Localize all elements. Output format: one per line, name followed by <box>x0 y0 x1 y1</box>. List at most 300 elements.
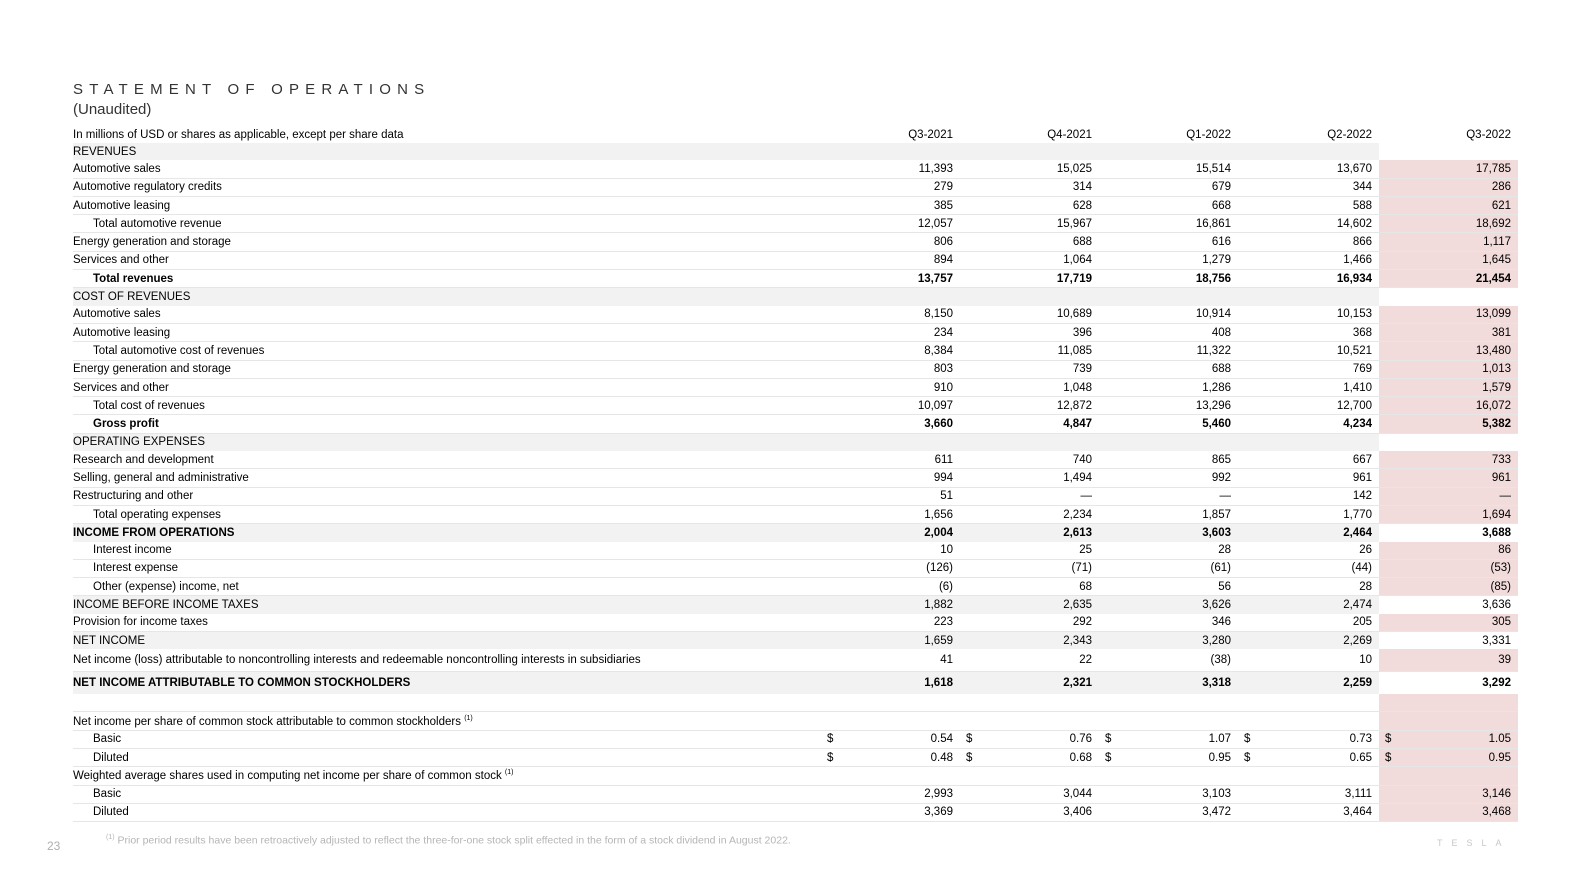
value-cell <box>1099 596 1238 614</box>
value-text: 28 <box>1359 580 1372 593</box>
value-text: 740 <box>1072 453 1092 466</box>
value-text: 11,085 <box>1057 344 1092 357</box>
row-label <box>73 196 821 214</box>
row-label <box>73 559 821 577</box>
value-cell <box>1238 596 1379 614</box>
value-text: 1,579 <box>1482 381 1511 394</box>
value-cell <box>821 288 960 306</box>
value-cell <box>1238 712 1379 730</box>
value-cell <box>1099 559 1238 577</box>
value-text: 14,602 <box>1336 217 1372 230</box>
value-text: 56 <box>1218 580 1231 593</box>
value-text: (71) <box>1071 562 1092 575</box>
value-text: 739 <box>1072 363 1092 376</box>
value-cell <box>821 360 960 378</box>
row-label-text: NET INCOME <box>73 634 145 647</box>
value-cell <box>1099 233 1238 251</box>
value-text: 3,280 <box>1202 634 1231 647</box>
row-label <box>73 524 821 542</box>
value-text: 314 <box>1072 181 1092 194</box>
value-text: 2,234 <box>1063 508 1092 521</box>
value-text: 3,472 <box>1202 806 1231 819</box>
value-cell <box>821 378 960 396</box>
table-row <box>73 505 1518 523</box>
table-row <box>73 288 1518 306</box>
value-text: 2,269 <box>1343 634 1372 647</box>
value-text: 8,384 <box>924 344 953 357</box>
value-text: 3,331 <box>1482 634 1511 647</box>
value-text: 3,468 <box>1482 806 1511 819</box>
value-cell <box>1379 160 1518 178</box>
value-text: 3,636 <box>1482 599 1511 612</box>
row-label-text: Other (expense) income, net <box>93 580 239 593</box>
value-cell <box>821 160 960 178</box>
value-cell <box>1379 215 1518 233</box>
row-label <box>73 270 821 288</box>
row-label-text: Automotive sales <box>73 308 161 321</box>
value-cell <box>1379 487 1518 505</box>
value-text: 22 <box>1079 654 1092 667</box>
value-text: 733 <box>1491 453 1511 466</box>
value-cell <box>1379 451 1518 469</box>
value-text: 8,150 <box>924 308 953 321</box>
value-text: 10,097 <box>917 399 953 412</box>
value-cell <box>1238 632 1379 650</box>
value-text: 3,044 <box>1063 788 1092 801</box>
value-text: 142 <box>1352 490 1372 503</box>
value-cell <box>821 596 960 614</box>
value-text: 17,785 <box>1475 162 1511 175</box>
row-label <box>73 614 821 632</box>
row-label <box>73 233 821 251</box>
value-cell <box>960 306 1099 324</box>
value-text: 668 <box>1211 199 1231 212</box>
value-cell <box>1099 505 1238 523</box>
table-header-row <box>73 126 1518 143</box>
row-label <box>73 694 821 712</box>
footnote-marker: (1) <box>106 834 115 841</box>
row-label-text: Total operating expenses <box>93 508 221 521</box>
currency-symbol: $ <box>1105 733 1112 746</box>
value-cell <box>821 306 960 324</box>
value-cell <box>960 542 1099 560</box>
value-cell <box>1238 360 1379 378</box>
row-label-text: Diluted <box>93 751 129 764</box>
value-text: 385 <box>933 199 953 212</box>
value-text: 86 <box>1498 544 1511 557</box>
value-text: 0.68 <box>1069 751 1092 764</box>
value-cell <box>1379 251 1518 269</box>
column-header: Q4-2021 <box>1047 128 1092 141</box>
value-cell <box>1238 251 1379 269</box>
value-cell <box>1238 672 1379 695</box>
value-cell <box>1238 196 1379 214</box>
value-cell <box>1379 323 1518 341</box>
table-row <box>73 251 1518 269</box>
value-text: 0.54 <box>930 733 953 746</box>
row-label <box>73 323 821 341</box>
value-cell <box>1099 578 1238 596</box>
row-label <box>73 360 821 378</box>
value-cell <box>1379 469 1518 487</box>
value-text: (61) <box>1210 562 1231 575</box>
value-text: 1,410 <box>1343 381 1372 394</box>
value-text: (38) <box>1210 654 1231 667</box>
value-text: 205 <box>1352 616 1372 629</box>
table-row <box>73 614 1518 632</box>
value-cell <box>960 270 1099 288</box>
value-text: 13,670 <box>1336 162 1372 175</box>
value-cell <box>1099 748 1238 766</box>
value-cell <box>1099 306 1238 324</box>
value-cell <box>821 505 960 523</box>
row-label <box>73 451 821 469</box>
footnote <box>106 834 791 847</box>
value-text: 15,025 <box>1056 162 1092 175</box>
value-cell <box>1238 397 1379 415</box>
value-text: 1.05 <box>1488 733 1511 746</box>
value-text: 910 <box>933 381 953 394</box>
value-cell <box>1238 233 1379 251</box>
value-cell <box>1099 469 1238 487</box>
header-label: In millions of USD or shares as applicable, except per share data <box>73 128 404 141</box>
value-cell <box>1099 614 1238 632</box>
value-text: 344 <box>1352 181 1372 194</box>
value-cell <box>1099 487 1238 505</box>
value-cell <box>1238 767 1379 785</box>
value-cell <box>1238 215 1379 233</box>
value-cell <box>821 178 960 196</box>
value-cell <box>821 672 960 695</box>
value-cell <box>1238 288 1379 306</box>
table-row <box>73 397 1518 415</box>
value-cell <box>960 767 1099 785</box>
table-row <box>73 378 1518 396</box>
value-cell <box>960 559 1099 577</box>
row-label-text: Total cost of revenues <box>93 399 205 412</box>
value-cell <box>821 397 960 415</box>
value-cell <box>1099 694 1238 712</box>
column-header: Q3-2021 <box>908 128 953 141</box>
row-label-text: OPERATING EXPENSES <box>73 436 206 449</box>
value-cell <box>1099 160 1238 178</box>
value-cell <box>1099 542 1238 560</box>
row-label-text: INCOME FROM OPERATIONS <box>73 526 235 539</box>
value-cell <box>1379 748 1518 766</box>
value-text: 803 <box>933 363 953 376</box>
value-cell <box>1099 360 1238 378</box>
value-cell <box>821 233 960 251</box>
row-label <box>73 505 821 523</box>
value-cell <box>1099 649 1238 672</box>
value-text: 3,464 <box>1343 806 1372 819</box>
value-cell <box>1099 288 1238 306</box>
value-cell <box>1238 803 1379 821</box>
row-label <box>73 378 821 396</box>
table-row <box>73 542 1518 560</box>
value-text: 10 <box>940 544 953 557</box>
row-label-text: Total revenues <box>93 272 174 285</box>
value-text: 3,603 <box>1202 526 1231 539</box>
value-text: 2,635 <box>1063 599 1092 612</box>
row-label-text: Net income per share of common stock attributable to common stockholders <box>73 715 461 728</box>
footnote-ref: (1) <box>504 769 514 777</box>
value-cell <box>821 803 960 821</box>
value-cell <box>821 451 960 469</box>
row-label-text: Automotive leasing <box>73 326 171 339</box>
table-row <box>73 596 1518 614</box>
value-text: 1,656 <box>924 508 953 521</box>
row-label <box>73 415 821 433</box>
value-text: 16,861 <box>1195 217 1231 230</box>
value-text: (126) <box>926 562 953 575</box>
value-cell <box>1099 251 1238 269</box>
row-label <box>73 748 821 766</box>
value-text: 616 <box>1211 236 1231 249</box>
value-cell <box>1099 632 1238 650</box>
value-cell <box>1099 730 1238 748</box>
value-text: 865 <box>1211 453 1231 466</box>
row-label-text: Basic <box>93 733 122 746</box>
value-cell <box>960 178 1099 196</box>
value-cell <box>1379 233 1518 251</box>
value-text: 588 <box>1352 199 1372 212</box>
value-cell <box>1238 451 1379 469</box>
currency-symbol: $ <box>1244 733 1251 746</box>
row-label-text: Restructuring and other <box>73 490 194 503</box>
row-label <box>73 487 821 505</box>
value-cell <box>960 160 1099 178</box>
value-text: 4,847 <box>1063 418 1092 431</box>
value-cell <box>960 397 1099 415</box>
value-text: 1,466 <box>1343 254 1372 267</box>
value-text: (44) <box>1351 562 1372 575</box>
value-cell <box>960 785 1099 803</box>
row-label <box>73 672 821 695</box>
table-row <box>73 730 1518 748</box>
row-label <box>73 469 821 487</box>
value-text: 223 <box>933 616 953 629</box>
value-cell <box>960 215 1099 233</box>
value-cell <box>1099 415 1238 433</box>
value-cell <box>1238 524 1379 542</box>
value-text: 28 <box>1218 544 1231 557</box>
value-cell <box>1099 785 1238 803</box>
value-text: 11,393 <box>918 162 953 175</box>
page-title: STATEMENT OF OPERATIONS <box>73 81 431 98</box>
value-text: 1,013 <box>1482 363 1511 376</box>
value-cell <box>1099 270 1238 288</box>
value-cell <box>1379 672 1518 695</box>
row-label-text: COST OF REVENUES <box>73 291 191 304</box>
value-text: 13,296 <box>1195 399 1231 412</box>
row-label <box>73 306 821 324</box>
value-text: 611 <box>934 453 953 466</box>
value-text: 15,967 <box>1056 217 1092 230</box>
statement-table <box>73 126 1518 822</box>
value-cell <box>1238 306 1379 324</box>
row-label-text: INCOME BEFORE INCOME TAXES <box>73 599 259 612</box>
value-text: 3,660 <box>924 418 953 431</box>
value-cell <box>960 143 1099 160</box>
value-text: 0.65 <box>1349 751 1372 764</box>
value-cell <box>1238 178 1379 196</box>
value-cell <box>1238 649 1379 672</box>
value-text: 12,700 <box>1336 399 1372 412</box>
row-label-text: NET INCOME ATTRIBUTABLE TO COMMON STOCKHOLDERS <box>73 677 411 690</box>
value-text: 2,464 <box>1343 526 1372 539</box>
value-text: 994 <box>933 471 953 484</box>
row-label-text: REVENUES <box>73 145 137 158</box>
value-cell <box>1379 542 1518 560</box>
value-cell <box>1099 215 1238 233</box>
table-row <box>73 360 1518 378</box>
value-cell <box>960 251 1099 269</box>
value-text: 10 <box>1359 654 1372 667</box>
value-text: 3,626 <box>1202 599 1231 612</box>
value-cell <box>821 694 960 712</box>
value-cell <box>1379 306 1518 324</box>
value-text: 10,153 <box>1336 308 1372 321</box>
value-cell <box>1379 415 1518 433</box>
value-cell <box>1099 433 1238 451</box>
value-cell <box>960 233 1099 251</box>
value-text: 18,756 <box>1195 272 1231 285</box>
table-row <box>73 469 1518 487</box>
value-text: 894 <box>933 254 953 267</box>
value-cell <box>1099 342 1238 360</box>
row-label-text: Automotive sales <box>73 162 161 175</box>
table-row <box>73 323 1518 341</box>
value-cell <box>821 632 960 650</box>
page-number: 23 <box>47 839 61 853</box>
row-label <box>73 649 821 672</box>
table-row <box>73 143 1518 160</box>
value-cell <box>960 360 1099 378</box>
row-label <box>73 712 821 730</box>
row-label-text: Weighted average shares used in computing net income per share of common stock <box>73 770 502 783</box>
value-cell <box>1099 196 1238 214</box>
value-text: 292 <box>1072 616 1092 629</box>
value-text: 2,613 <box>1063 526 1092 539</box>
value-text: 18,692 <box>1475 217 1511 230</box>
value-cell <box>960 632 1099 650</box>
table-row <box>73 415 1518 433</box>
value-cell <box>960 196 1099 214</box>
value-cell <box>1099 767 1238 785</box>
row-label <box>73 215 821 233</box>
table-row <box>73 215 1518 233</box>
row-label-text: Research and development <box>73 453 214 466</box>
value-cell <box>821 614 960 632</box>
page-subtitle: (Unaudited) <box>73 101 152 118</box>
row-label <box>73 596 821 614</box>
value-text: 1,064 <box>1063 254 1092 267</box>
value-text: 688 <box>1211 363 1231 376</box>
value-cell <box>1379 397 1518 415</box>
table-row <box>73 785 1518 803</box>
value-text: 961 <box>1352 471 1372 484</box>
row-label-text: Interest income <box>93 544 172 557</box>
table-row <box>73 559 1518 577</box>
value-cell <box>821 196 960 214</box>
value-cell <box>960 415 1099 433</box>
value-cell <box>1379 803 1518 821</box>
value-text: 25 <box>1079 544 1092 557</box>
value-cell <box>1238 694 1379 712</box>
value-cell <box>821 323 960 341</box>
row-label <box>73 433 821 451</box>
table-row <box>73 748 1518 766</box>
row-label <box>73 342 821 360</box>
value-text: 679 <box>1211 181 1231 194</box>
row-label-text: Selling, general and administrative <box>73 471 249 484</box>
value-text: 688 <box>1072 236 1092 249</box>
value-cell <box>960 323 1099 341</box>
row-label <box>73 178 821 196</box>
value-cell <box>821 415 960 433</box>
value-cell <box>1238 143 1379 160</box>
row-label <box>73 785 821 803</box>
table-row <box>73 632 1518 650</box>
value-cell <box>1099 712 1238 730</box>
currency-symbol: $ <box>1385 733 1392 746</box>
value-cell <box>960 469 1099 487</box>
value-text: (85) <box>1490 580 1511 593</box>
table-row <box>73 694 1518 712</box>
brand-logo: TESLA <box>1437 838 1511 848</box>
value-cell <box>960 672 1099 695</box>
value-text: 16,934 <box>1336 272 1372 285</box>
value-text: 10,689 <box>1056 308 1092 321</box>
value-cell <box>1099 803 1238 821</box>
table-row <box>73 524 1518 542</box>
value-cell <box>960 342 1099 360</box>
value-cell <box>1379 614 1518 632</box>
value-text: 10,914 <box>1195 308 1231 321</box>
value-text: 305 <box>1491 616 1511 629</box>
value-cell <box>821 469 960 487</box>
value-cell <box>821 730 960 748</box>
value-cell <box>960 487 1099 505</box>
value-text: 17,719 <box>1056 272 1092 285</box>
currency-symbol: $ <box>827 733 834 746</box>
row-label <box>73 803 821 821</box>
value-text: 3,146 <box>1482 788 1511 801</box>
value-text: 2,321 <box>1063 677 1092 690</box>
value-cell <box>1099 143 1238 160</box>
value-cell <box>1099 178 1238 196</box>
value-text: 628 <box>1072 199 1092 212</box>
row-label <box>73 397 821 415</box>
table-row <box>73 487 1518 505</box>
value-text: 1,882 <box>924 599 953 612</box>
table-row <box>73 578 1518 596</box>
value-cell <box>1099 378 1238 396</box>
row-label-text: Automotive regulatory credits <box>73 181 222 194</box>
value-cell <box>1379 559 1518 577</box>
value-cell <box>821 251 960 269</box>
row-label-text: Total automotive revenue <box>93 217 222 230</box>
value-cell <box>1238 160 1379 178</box>
value-cell <box>1238 785 1379 803</box>
value-text: 3,292 <box>1482 677 1511 690</box>
row-label-text: Total automotive cost of revenues <box>93 344 265 357</box>
value-text: 806 <box>933 236 953 249</box>
value-cell <box>821 578 960 596</box>
value-cell <box>1379 694 1518 712</box>
table-row <box>73 451 1518 469</box>
